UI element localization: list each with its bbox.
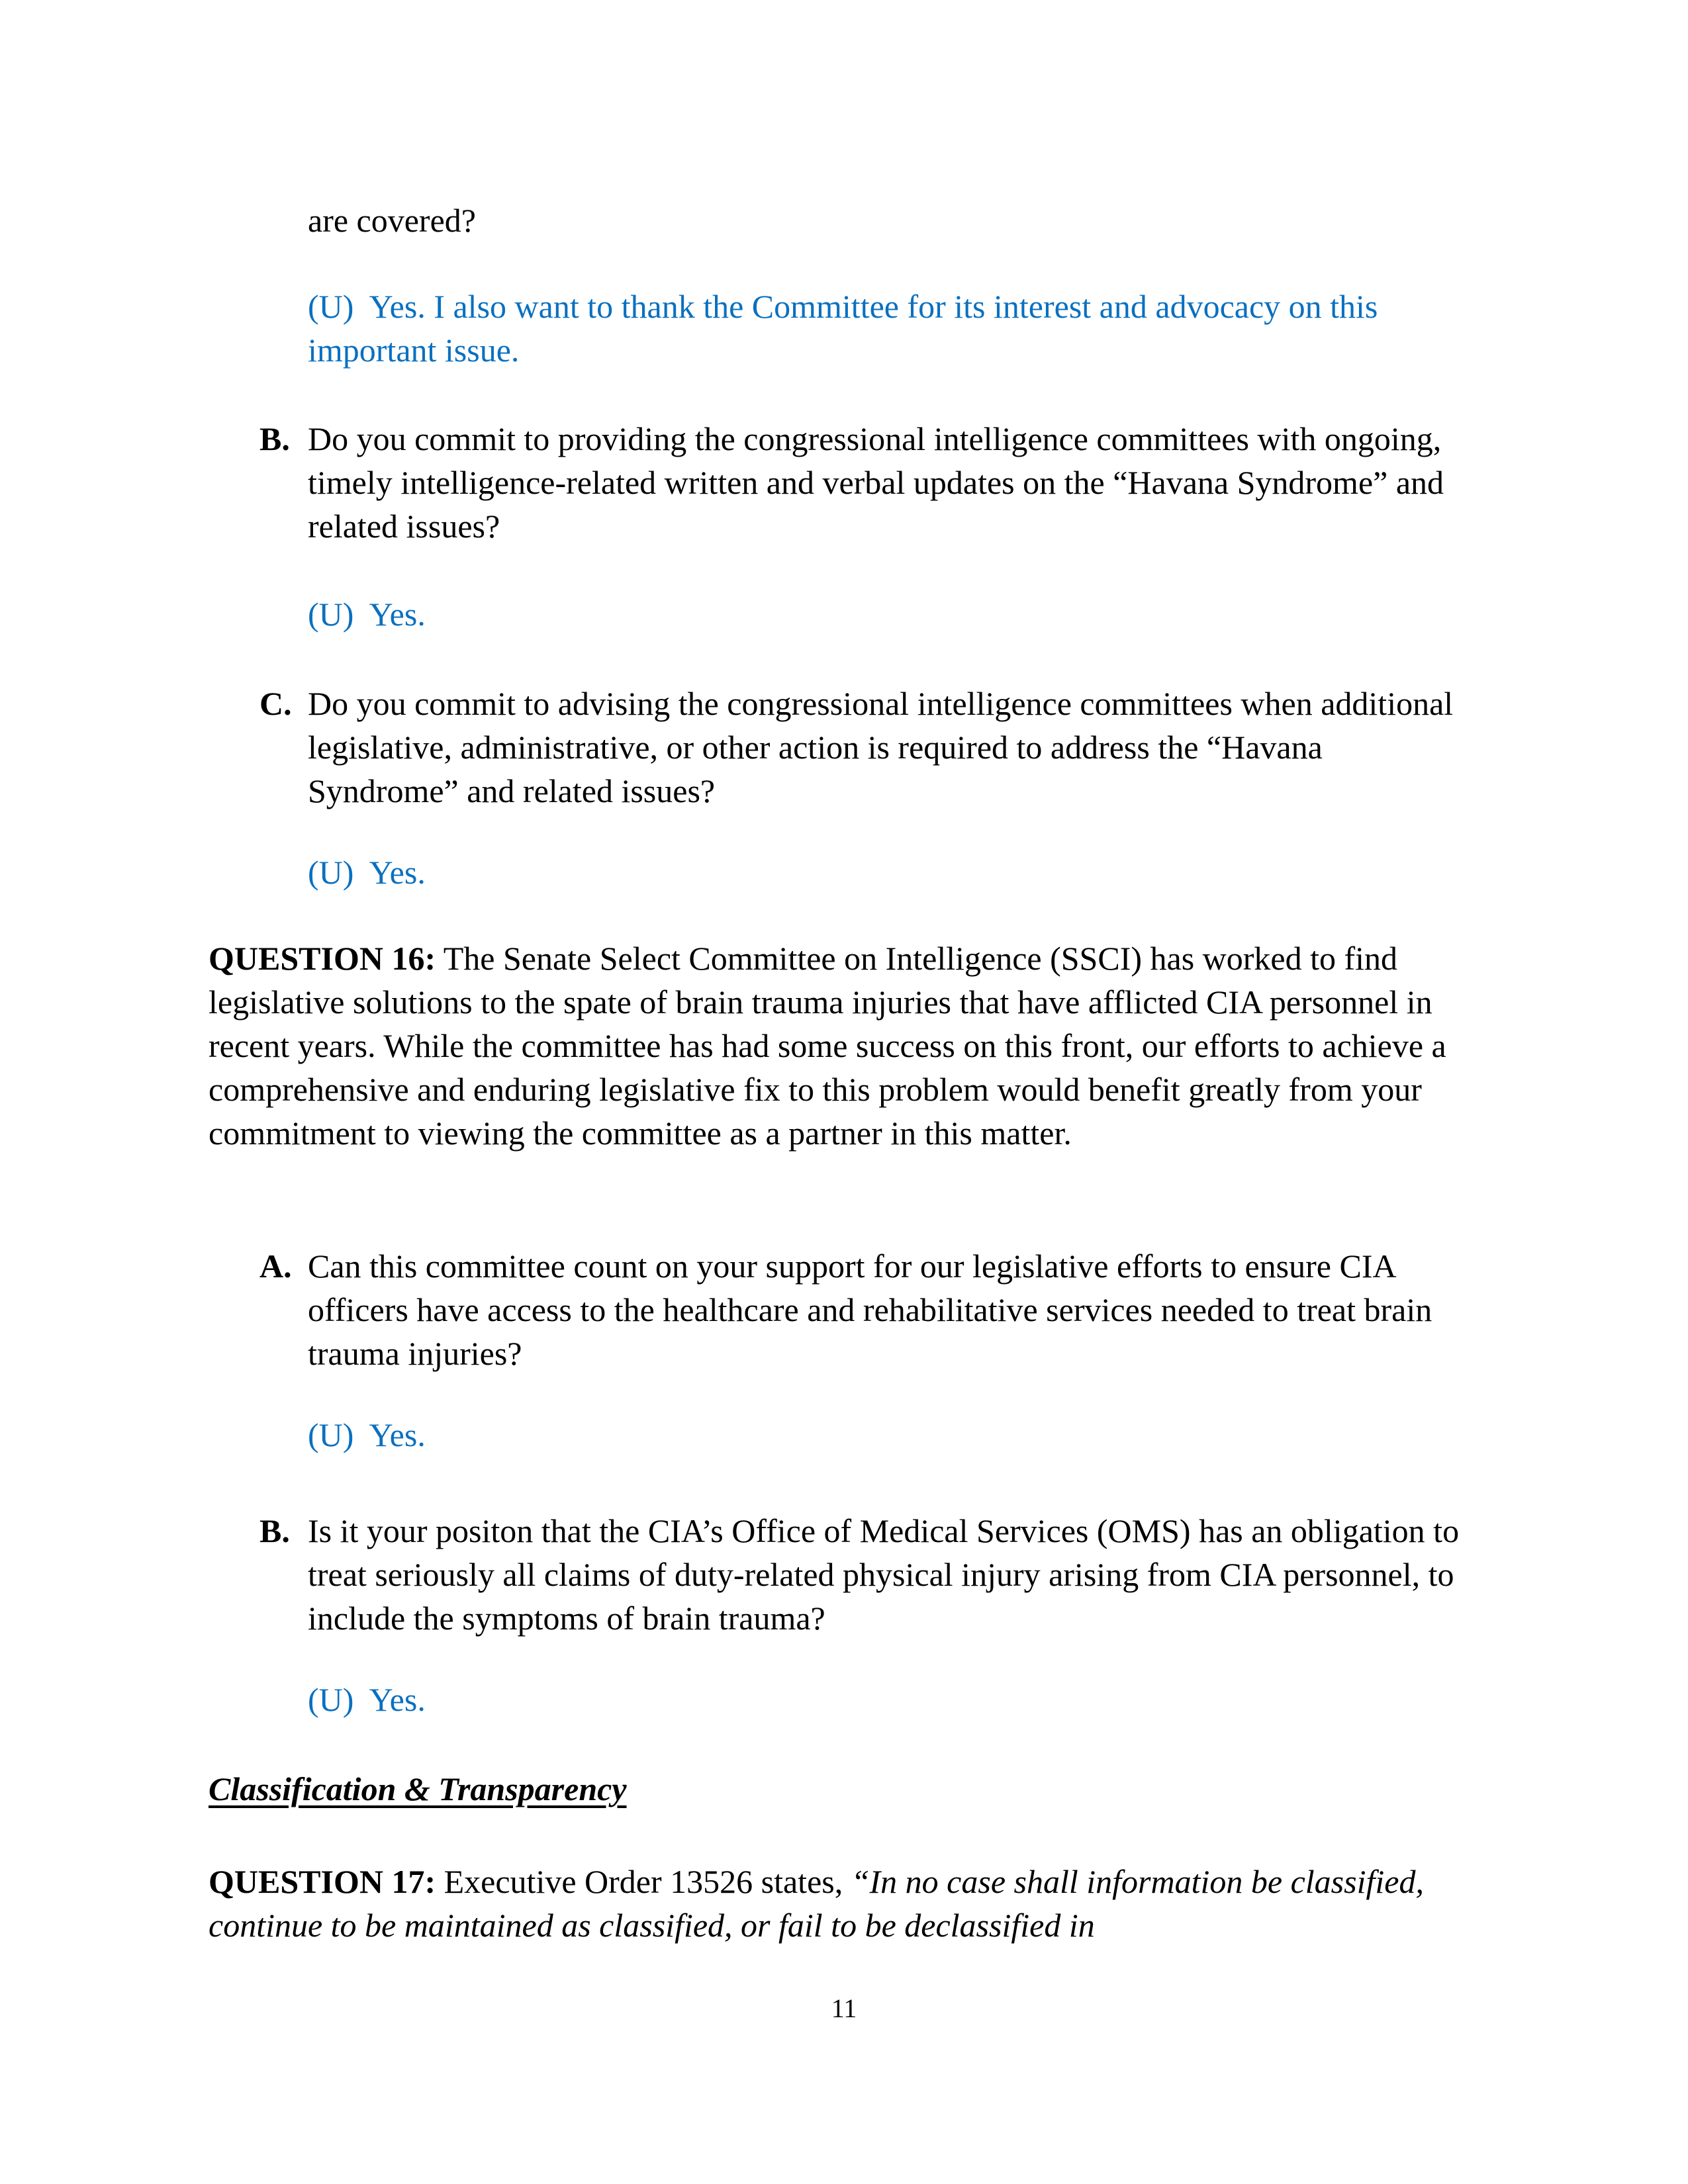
answer-text: Yes. bbox=[369, 1416, 426, 1453]
answer-text: Yes. bbox=[369, 596, 426, 633]
classification-marker: (U) bbox=[308, 288, 354, 325]
continuation-text-content: are covered? bbox=[308, 202, 476, 239]
question-label: QUESTION 16: bbox=[209, 940, 436, 977]
sub-item-letter: B. bbox=[259, 1512, 290, 1549]
sub-item-letter: C. bbox=[259, 685, 292, 722]
sub-item-text: Do you commit to advising the congressional intelligence committees when additional legislative, administrative, or other action is required to address the “Havana Syndrome” and related issues? bbox=[308, 685, 1454, 809]
quoted-text: “In no case shall information be classified, continue to be maintained as classified, or fail to be declassified in bbox=[209, 1863, 1424, 1944]
answer-paragraph bbox=[308, 850, 1473, 894]
sub-item-letter: A. bbox=[259, 1248, 292, 1285]
question-label: QUESTION 17: bbox=[209, 1863, 436, 1900]
answer-paragraph bbox=[308, 1413, 1473, 1457]
classification-marker: (U) bbox=[308, 1681, 354, 1718]
question-text: The Senate Select Committee on Intelligence (SSCI) has worked to find legislative solutions to the spate of brain trauma injuries that have afflicted CIA personnel in recent years. While the committee has had some success on this front, our efforts to achieve a comprehensive and enduring legislative fix to this problem would benefit greatly from your commitment to viewing the committee as a partner in this matter. bbox=[209, 940, 1446, 1152]
classification-marker: (U) bbox=[308, 1416, 354, 1453]
answer-text: Yes. bbox=[369, 854, 426, 891]
answer-paragraph bbox=[308, 285, 1473, 372]
classification-marker: (U) bbox=[308, 854, 354, 891]
answer-text: Yes. bbox=[369, 1681, 426, 1718]
answer-text: Yes. I also want to thank the Committee for its interest and advocacy on this important issue. bbox=[308, 288, 1378, 369]
question-text: Executive Order 13526 states, bbox=[444, 1863, 843, 1900]
section-heading: Classification & Transparency bbox=[209, 1770, 627, 1807]
sub-item-text: Can this committee count on your support for our legislative efforts to ensure CIA officers have access to the healthcare and rehabilitative services needed to treat brain trauma injuries? bbox=[308, 1248, 1432, 1372]
classification-marker: (U) bbox=[308, 596, 354, 633]
question-sub-item-c bbox=[259, 682, 1477, 813]
sub-item-letter: B. bbox=[259, 420, 290, 457]
question-16 bbox=[209, 936, 1479, 1155]
answer-paragraph bbox=[308, 592, 1473, 636]
question-17 bbox=[209, 1860, 1479, 1947]
sub-item-text: Is it your positon that the CIA’s Office of Medical Services (OMS) has an obligation to treat seriously all claims of duty-related physical injury arising from CIA personnel, to include the symptoms of brain trauma? bbox=[308, 1512, 1460, 1637]
page-number: 11 bbox=[831, 1993, 857, 2023]
question-sub-item-b bbox=[259, 417, 1477, 548]
continuation-text bbox=[308, 199, 1473, 242]
question-sub-item-b bbox=[259, 1509, 1477, 1640]
sub-item-text: Do you commit to providing the congressional intelligence committees with ongoing, timely intelligence-related written and verbal updates on the “Havana Syndrome” and related issues? bbox=[308, 420, 1444, 545]
answer-paragraph bbox=[308, 1678, 1473, 1721]
question-sub-item-a bbox=[259, 1244, 1477, 1375]
